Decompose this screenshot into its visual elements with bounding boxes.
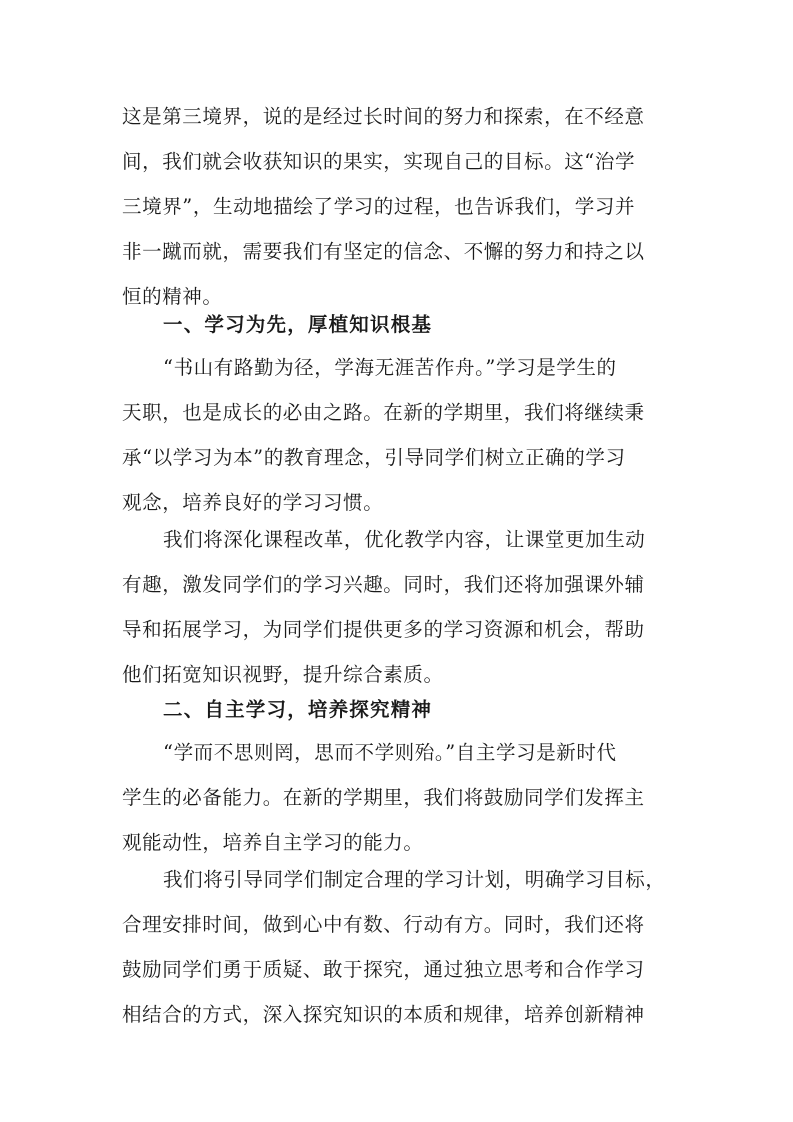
text-line: 观念，培养良好的学习习惯。 — [122, 491, 384, 514]
text-line: 三境界”，生动地描绘了学习的过程，也告诉我们，学习并 — [122, 195, 636, 218]
text-line: 承“以学习为本”的教育理念，引导同学们树立正确的学习 — [122, 446, 626, 469]
text-line: 我们将深化课程改革，优化教学内容，让课堂更加生动 — [163, 528, 646, 551]
text-line: 间，我们就会收获知识的果实，实现自己的目标。这“治学 — [122, 150, 636, 173]
text-line: 非一蹴而就，需要我们有坚定的信念、不懈的努力和持之以 — [122, 240, 645, 263]
text-line: 合理安排时间，做到心中有数、行动有方。同时，我们还将 — [122, 913, 645, 936]
text-line: “书山有路勤为径，学海无涯苦作舟。”学习是学生的 — [163, 356, 617, 379]
text-line: 导和拓展学习，为同学们提供更多的学习资源和机会，帮助 — [122, 618, 645, 641]
section-heading-1: 一、学习为先，厚植知识根基 — [163, 313, 433, 336]
text-line: 他们拓宽知识视野，提升综合素质。 — [122, 663, 444, 686]
text-line: 学生的必备能力。在新的学期里，我们将鼓励同学们发挥主 — [122, 786, 645, 809]
text-line: 天职，也是成长的必由之路。在新的学期里，我们将继续秉 — [122, 401, 645, 424]
text-line: 这是第三境界，说的是经过长时间的努力和探索，在不经意 — [122, 105, 645, 128]
text-line: 我们将引导同学们制定合理的学习计划，明确学习目标， — [163, 868, 666, 891]
text-line: 相结合的方式，深入探究知识的本质和规律，培养创新精神 — [122, 1003, 645, 1026]
text-line: 有趣，激发同学们的学习兴趣。同时，我们还将加强课外辅 — [122, 573, 645, 596]
text-line: 鼓励同学们勇于质疑、敢于探究，通过独立思考和合作学习 — [122, 958, 645, 981]
text-line: 观能动性，培养自主学习的能力。 — [122, 831, 424, 854]
text-line: 恒的精神。 — [122, 285, 223, 308]
text-line: “学而不思则罔，思而不学则殆。”自主学习是新时代 — [163, 741, 617, 764]
section-heading-2: 二、自主学习，培养探究精神 — [163, 698, 433, 721]
